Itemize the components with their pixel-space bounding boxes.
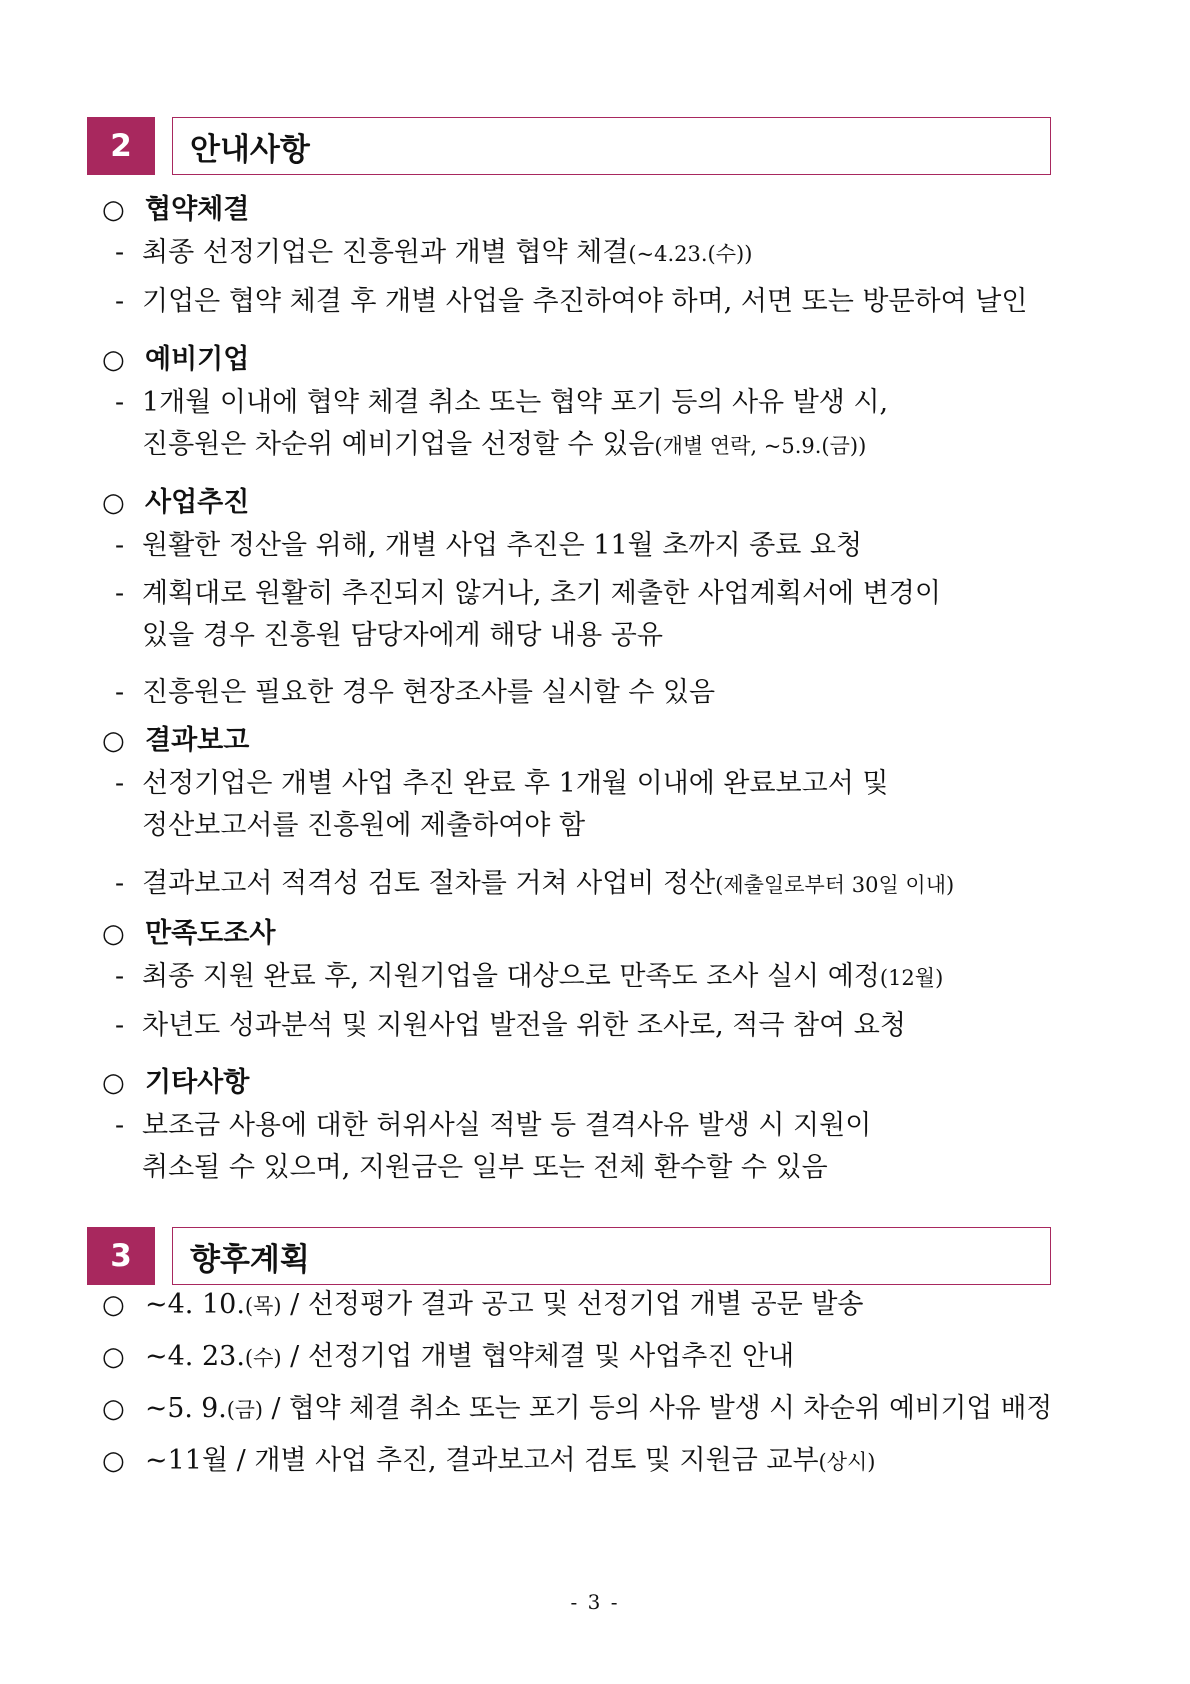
item-text [142,1009,906,1043]
section-title-box [172,117,1051,175]
dash-bullet: - [115,286,125,317]
schedule-description: 선정평가 결과 공고 및 선정기업 개별 공문 발송 [307,1289,864,1320]
dash-bullet: - [115,237,125,268]
schedule-date: ~11월 [145,1445,229,1476]
item-main-text: 취소될 수 있으며, 지원금은 일부 또는 전체 환수할 수 있음 [142,1152,828,1183]
schedule-weekday: (목) [244,1294,282,1318]
circle-bullet: ○ [102,1068,125,1098]
item-note: (제출일로부터 30일 이내) [715,873,955,897]
schedule-separator: / [281,1341,308,1372]
item-main-text: 정산보고서를 진흥원에 제출하여야 함 [142,810,586,841]
item-main-text: 기업은 협약 체결 후 개별 사업을 추진하여야 하며, 서면 또는 방문하여 날인 [142,286,1028,317]
schedule-note: (상시) [818,1450,876,1474]
item-main-text: 있을 경우 진흥원 담당자에게 해당 내용 공유 [142,620,663,651]
item-note: (12월) [879,966,944,990]
item-main-text: 차년도 성과분석 및 지원사업 발전을 위한 조사로, 적극 참여 요청 [142,1010,906,1041]
schedule-description: 협약 체결 취소 또는 포기 등의 사유 발생 시 차순위 예비기업 배정 [288,1393,1053,1424]
item-text [142,577,941,611]
circle-bullet: ○ [102,345,125,375]
item-text [142,285,1027,319]
item-text [142,529,862,563]
schedule-separator: / [281,1289,308,1320]
item-note: (개별 연락, ~5.9.(금)) [654,434,867,458]
dash-bullet: - [115,961,125,992]
category-title: 협약체결 [145,194,250,225]
item-main-text: 최종 선정기업은 진흥원과 개별 협약 체결 [142,237,629,268]
section-header-2 [87,117,1051,175]
item-text [142,809,585,843]
dash-bullet: - [115,868,125,899]
item-text [142,676,715,710]
category-title: 만족도조사 [145,918,276,949]
schedule-description: 선정기업 개별 협약체결 및 사업추진 안내 [307,1341,795,1372]
schedule-text [145,1444,876,1479]
schedule-description: 개별 사업 추진, 결과보고서 검토 및 지원금 교부 [254,1445,819,1476]
schedule-date: ~4. 10. [145,1289,245,1320]
dash-bullet: - [115,1110,125,1141]
schedule-text [145,1288,863,1323]
dash-bullet: - [115,677,125,708]
item-main-text: 계획대로 원활히 추진되지 않거나, 초기 제출한 사업계획서에 변경이 [142,578,941,609]
circle-bullet: ○ [102,919,125,949]
schedule-date: ~4. 23. [145,1341,245,1372]
circle-bullet: ○ [102,726,125,756]
section-header-3 [87,1227,1051,1285]
item-note: (~4.23.(수)) [628,242,753,266]
schedule-date: ~5. 9. [145,1393,227,1424]
section-title: 향후계획 [190,1241,310,1278]
schedule-weekday: (금) [226,1398,263,1422]
circle-bullet: ○ [102,1394,125,1424]
schedule-text [145,1392,1052,1427]
circle-bullet: ○ [102,195,125,225]
schedule-weekday: (수) [244,1346,282,1370]
dash-bullet: - [115,530,125,561]
section-number: 3 [87,1227,155,1285]
circle-bullet: ○ [102,1342,125,1372]
item-main-text: 결과보고서 적격성 검토 절차를 거쳐 사업비 정산 [142,868,716,899]
item-main-text: 진흥원은 필요한 경우 현장조사를 실시할 수 있음 [142,677,716,708]
category-title: 결과보고 [145,725,250,756]
item-text [142,1109,871,1143]
schedule-separator: / [262,1393,289,1424]
category-title: 예비기업 [145,344,250,375]
item-text [142,236,752,271]
section-title-box [172,1227,1051,1285]
item-main-text: 선정기업은 개별 사업 추진 완료 후 1개월 이내에 완료보고서 및 [142,768,889,799]
item-main-text: 보조금 사용에 대한 허위사실 적발 등 결격사유 발생 시 지원이 [142,1110,872,1141]
circle-bullet: ○ [102,1290,125,1320]
item-text [142,619,663,653]
dash-bullet: - [115,578,125,609]
item-main-text: 최종 지원 완료 후, 지원기업을 대상으로 만족도 조사 실시 예정 [142,961,880,992]
schedule-text [145,1340,794,1375]
section-number: 2 [87,117,155,175]
dash-bullet: - [115,768,125,799]
category-title: 기타사항 [145,1067,250,1098]
circle-bullet: ○ [102,1446,125,1476]
circle-bullet: ○ [102,488,125,518]
schedule-separator: / [228,1445,255,1476]
item-main-text: 원활한 정산을 위해, 개별 사업 추진은 11월 초까지 종료 요청 [142,530,863,561]
item-text [142,960,943,995]
item-text [142,428,866,463]
item-text [142,386,888,420]
category-title: 사업추진 [145,487,250,518]
item-text [142,767,888,801]
item-main-text: 진흥원은 차순위 예비기업을 선정할 수 있음 [142,429,655,460]
section-title: 안내사항 [190,131,310,168]
item-text [142,1151,828,1185]
dash-bullet: - [115,387,125,418]
dash-bullet: - [115,1010,125,1041]
item-text [142,867,954,902]
item-main-text: 1개월 이내에 협약 체결 취소 또는 협약 포기 등의 사유 발생 시, [142,387,889,418]
page-number: - 3 - [570,1590,620,1614]
